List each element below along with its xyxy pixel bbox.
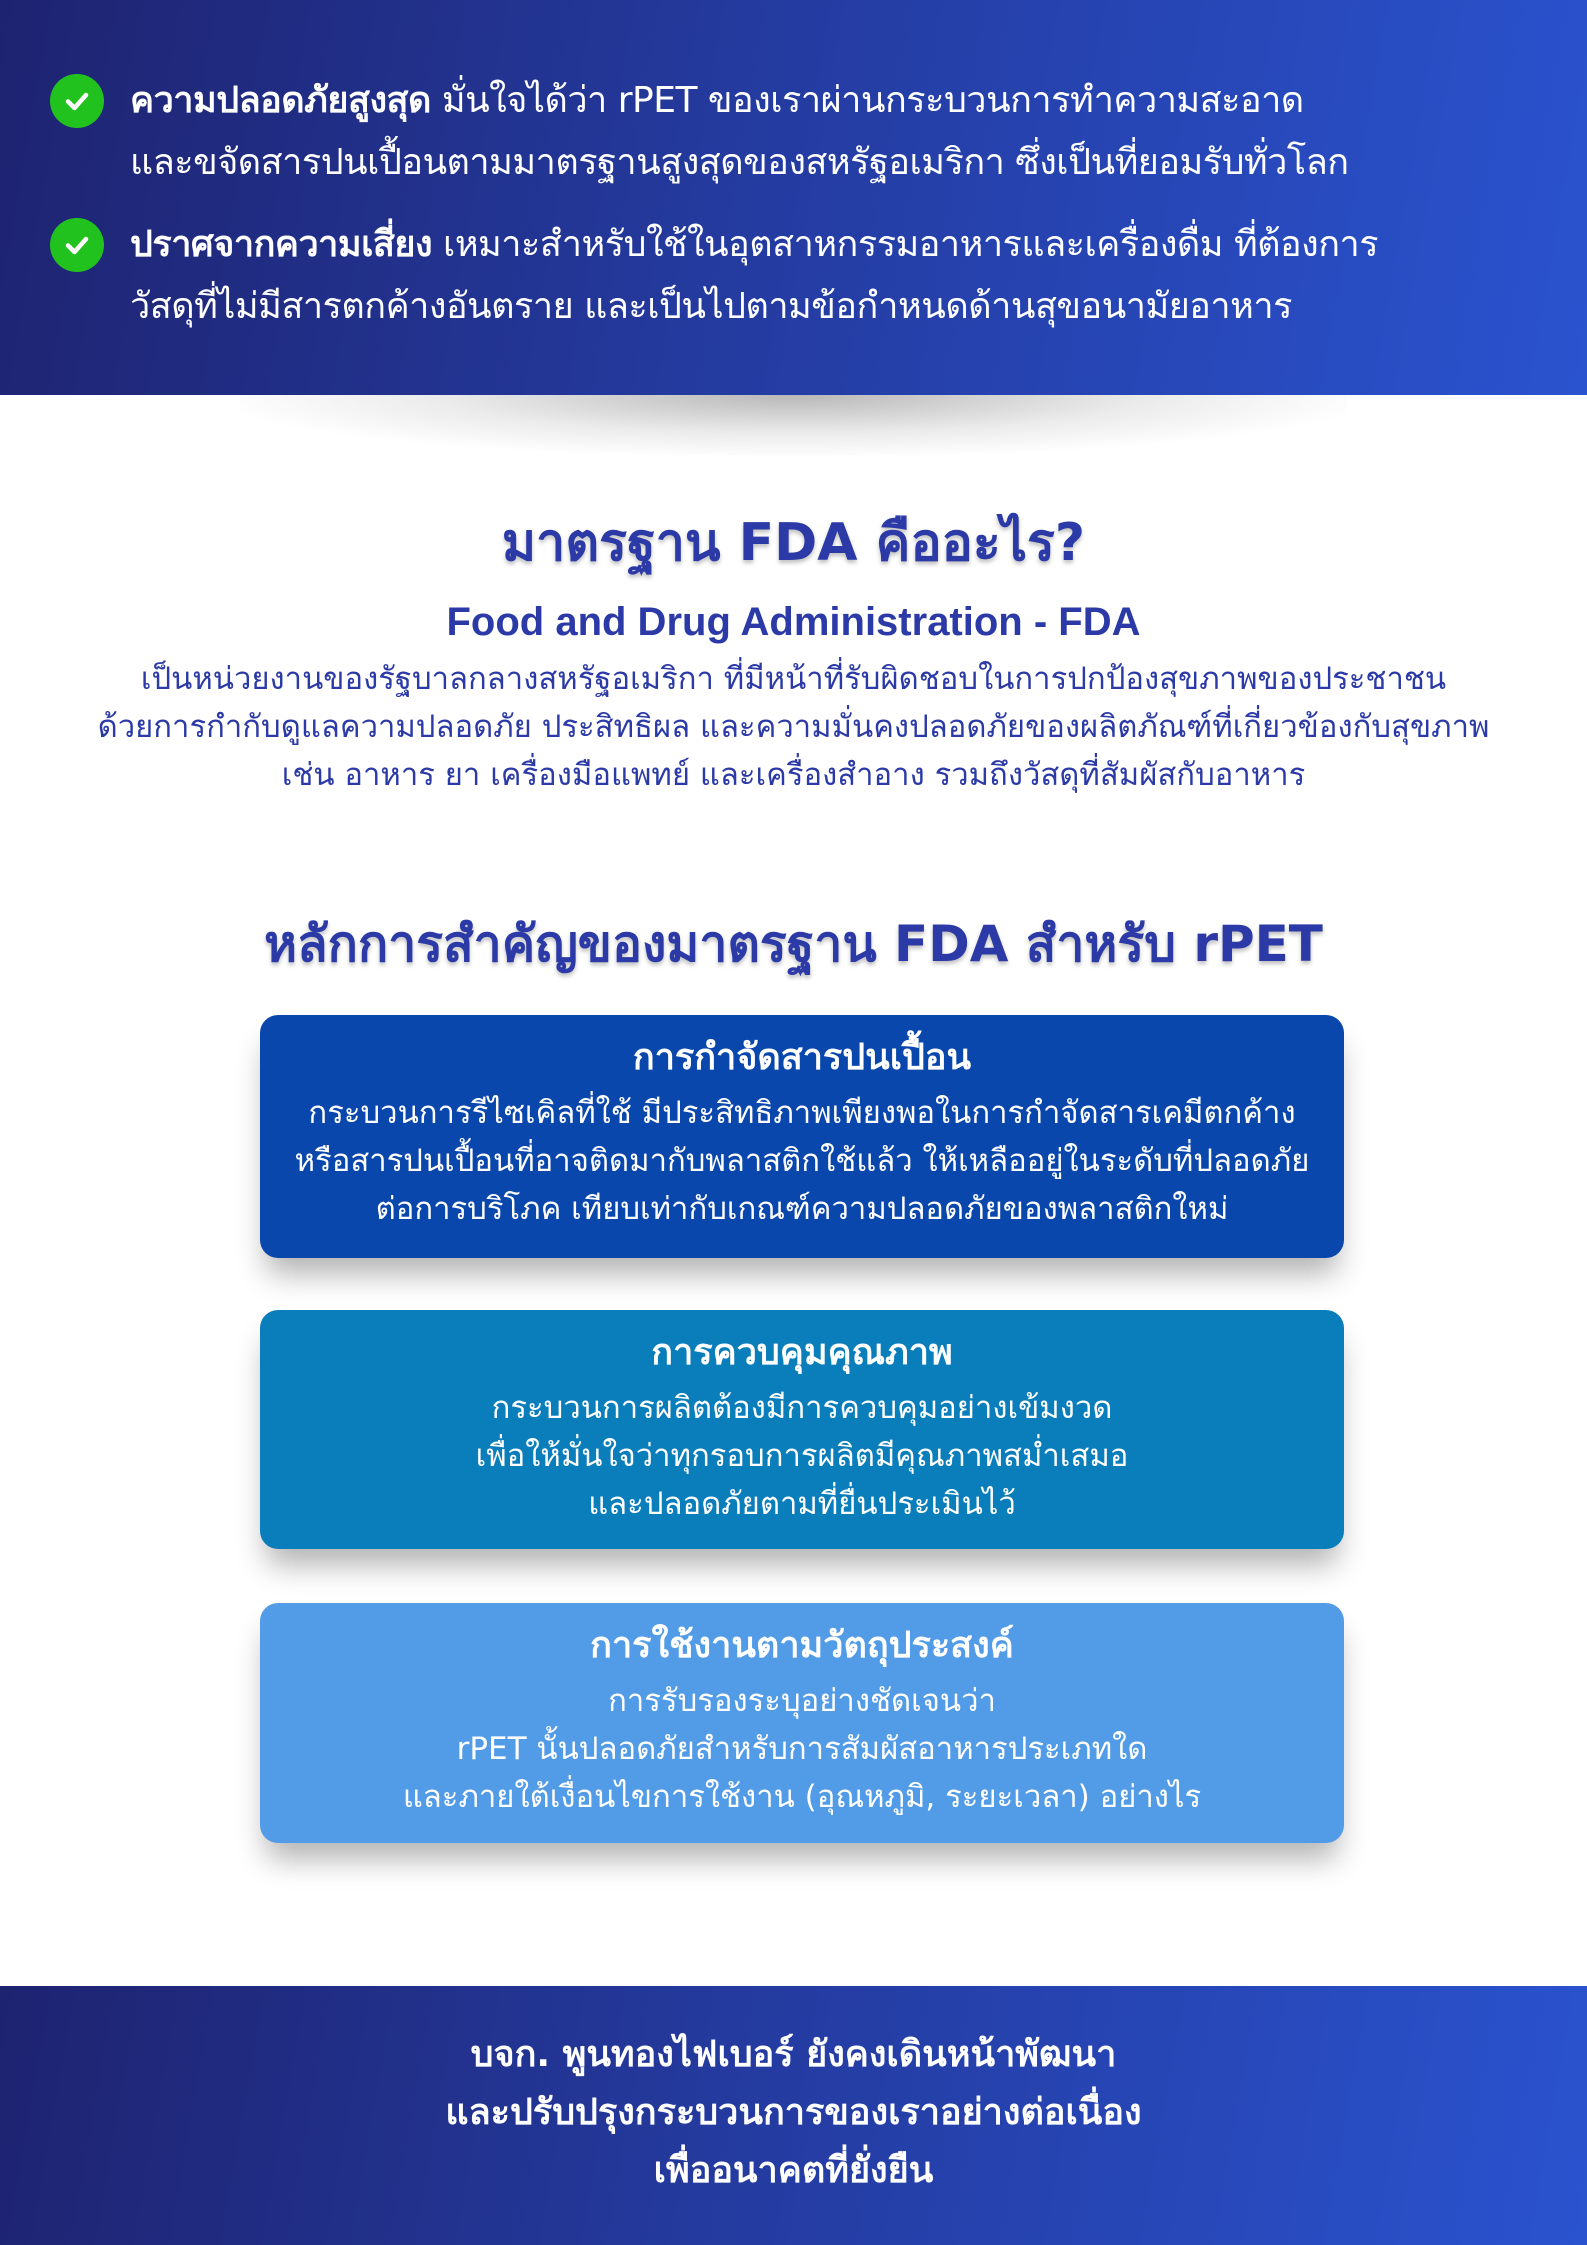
principle-card-contaminant-removal [260,1015,1344,1258]
card-line: และปลอดภัยตามที่ยื่นประเมินไว้ [588,1486,1016,1522]
card-line: rPET นั้นปลอดภัยสำหรับการสัมผัสอาหารประเภทใด [456,1731,1148,1767]
card-line: เพื่อให้มั่นใจว่าทุกรอบการผลิตมีคุณภาพสม่ำเสมอ [475,1438,1129,1474]
top-benefits-banner [0,0,1587,395]
card-line: กระบวนการผลิตต้องมีการควบคุมอย่างเข้มงวด [491,1390,1113,1426]
fda-heading: มาตรฐาน FDA คืออะไร? [501,513,1086,573]
benefit-title: ปราศจากความเสี่ยง [130,224,433,265]
card-body [260,1384,1344,1528]
benefit-line: และขจัดสารปนเปื้อนตามมาตรฐานสูงสุดของสหรัฐอเมริกา ซึ่งเป็นที่ยอมรับทั่วโลก [130,142,1349,183]
fda-description [0,655,1587,799]
benefit-line: วัสดุที่ไม่มีสารตกค้างอันตราย และเป็นไปตามข้อกำหนดด้านสุขอนามัยอาหาร [130,286,1292,327]
principle-card-intended-use [260,1603,1344,1843]
check-circle-icon [50,74,104,128]
fda-description-line: เช่น อาหาร ยา เครื่องมือแพทย์ และเครื่องสำอาง รวมถึงวัสดุที่สัมผัสกับอาหาร [281,757,1306,793]
card-line: กระบวนการรีไซเคิลที่ใช้ มีประสิทธิภาพเพียงพอในการกำจัดสารเคมีตกค้าง [308,1095,1296,1131]
footer-line: และปรับปรุงกระบวนการของเราอย่างต่อเนื่อง [445,2092,1142,2133]
principles-heading: หลักการสำคัญของมาตรฐาน FDA สำหรับ rPET [264,915,1323,973]
card-title: การควบคุมคุณภาพ [651,1332,953,1373]
card-line: และภายใต้เงื่อนไขการใช้งาน (อุณหภูมิ, ระยะเวลา) อย่างไร [402,1779,1202,1815]
footer-banner [0,1986,1587,2245]
card-body [260,1677,1344,1821]
card-line: หรือสารปนเปื้อนที่อาจติดมากับพลาสติกใช้แล้ว ให้เหลืออยู่ในระดับที่ปลอดภัย [294,1143,1310,1179]
banner-shadow [240,395,1347,455]
card-line: การรับรองระบุอย่างชัดเจนว่า [608,1683,996,1719]
fda-full-name: Food and Drug Administration - FDA [446,600,1141,644]
fda-description-line: ด้วยการกำกับดูแลความปลอดภัย ประสิทธิผล และความมั่นคงปลอดภัยของผลิตภัณฑ์ที่เกี่ยวข้องกับสุขภาพ [97,709,1490,745]
check-circle-icon [50,218,104,272]
card-line: ต่อการบริโภค เทียบเท่ากับเกณฑ์ความปลอดภัยของพลาสติกใหม่ [375,1191,1229,1227]
card-title: การใช้งานตามวัตถุประสงค์ [590,1625,1014,1666]
benefit-title: ความปลอดภัยสูงสุด [130,80,431,121]
benefit-line: เหมาะสำหรับใช้ในอุตสาหกรรมอาหารและเครื่องดื่ม ที่ต้องการ [443,224,1379,265]
benefit-line: มั่นใจได้ว่า rPET ของเราผ่านกระบวนการทำความสะอาด [441,80,1304,121]
footer-line: เพื่ออนาคตที่ยั่งยืน [653,2150,934,2191]
principle-card-quality-control [260,1310,1344,1549]
benefit-item [50,214,1537,338]
footer-line: บจก. พูนทองไฟเบอร์ ยังคงเดินหน้าพัฒนา [470,2034,1117,2075]
benefit-item [50,70,1537,194]
fda-description-line: เป็นหน่วยงานของรัฐบาลกลางสหรัฐอเมริกา ที่มีหน้าที่รับผิดชอบในการปกป้องสุขภาพของประชาชน [140,661,1447,697]
card-title: การกำจัดสารปนเปื้อน [632,1037,972,1078]
benefit-text [130,70,1537,194]
benefit-text [130,214,1537,338]
card-body [260,1089,1344,1233]
